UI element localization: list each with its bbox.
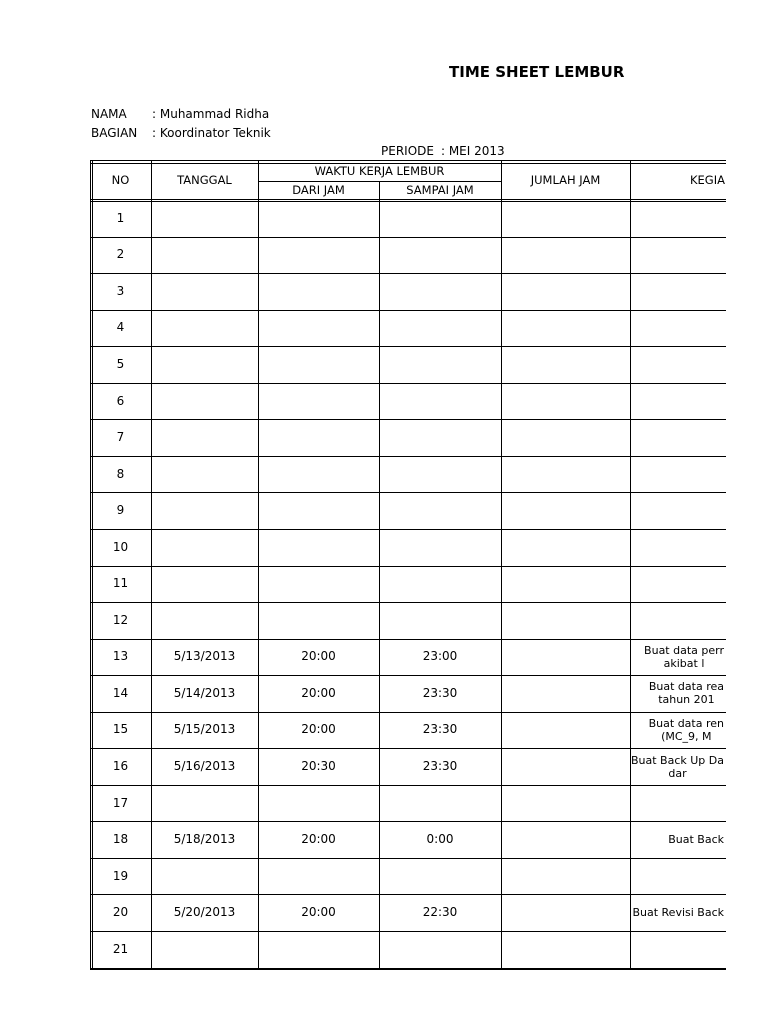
row-kegiatan: Buat Back Up Da dar: [630, 753, 724, 780]
row-dari-jam: 20:00: [301, 905, 336, 920]
row-kegiatan: [630, 529, 726, 566]
row-dari-jam: [258, 200, 379, 237]
row-jumlah-jam: [501, 456, 630, 493]
row-sampai-jam: 22:30: [422, 905, 458, 920]
row-jumlah-jam: [501, 492, 630, 529]
row-number: 9: [116, 503, 125, 518]
row-dari-jam: [258, 310, 379, 347]
row-jumlah-jam: [501, 273, 630, 310]
row-dari-jam: [258, 237, 379, 274]
row-dari-jam: [258, 419, 379, 456]
row-tanggal: [151, 566, 258, 603]
row-kegiatan: Buat data ren (MC_9, M: [648, 716, 724, 743]
row-tanggal: [151, 310, 258, 347]
row-jumlah-jam: [501, 785, 630, 822]
row-sampai-jam: [379, 785, 501, 822]
row-number: 7: [116, 430, 125, 445]
row-tanggal: [151, 200, 258, 237]
row-number: 3: [116, 283, 125, 298]
row-number: 15: [112, 722, 129, 737]
row-dari-jam: [258, 492, 379, 529]
row-number: 18: [112, 832, 129, 847]
row-number: 6: [116, 393, 125, 408]
row-number: 10: [112, 539, 129, 554]
row-jumlah-jam: [501, 858, 630, 895]
row-kegiatan: [630, 566, 726, 603]
row-sampai-jam: 23:30: [422, 685, 458, 700]
row-kegiatan: [630, 419, 726, 456]
row-sampai-jam: [379, 456, 501, 493]
row-number: 12: [112, 612, 129, 627]
row-jumlah-jam: [501, 821, 630, 858]
periode-value: : MEI 2013: [440, 144, 505, 158]
row-tanggal: 5/16/2013: [173, 759, 236, 774]
row-dari-jam: [258, 383, 379, 420]
row-dari-jam: 20:30: [301, 759, 336, 774]
row-tanggal: 5/14/2013: [173, 685, 236, 700]
row-tanggal: [151, 858, 258, 895]
row-number: 5: [116, 356, 125, 371]
row-dari-jam: [258, 456, 379, 493]
row-tanggal: [151, 492, 258, 529]
row-kegiatan: Buat data perr akibat l: [644, 643, 724, 670]
row-jumlah-jam: [501, 237, 630, 274]
row-number: 13: [112, 649, 129, 664]
row-dari-jam: [258, 785, 379, 822]
row-sampai-jam: [379, 602, 501, 639]
row-tanggal: [151, 346, 258, 383]
row-sampai-jam: [379, 383, 501, 420]
row-tanggal: 5/20/2013: [173, 905, 236, 920]
row-dari-jam: 20:00: [301, 649, 336, 664]
header-dari-jam: DARI JAM: [292, 182, 345, 197]
row-sampai-jam: 23:30: [422, 759, 458, 774]
row-number: 8: [116, 466, 125, 481]
row-kegiatan: [630, 785, 726, 822]
row-tanggal: 5/18/2013: [173, 832, 236, 847]
row-jumlah-jam: [501, 602, 630, 639]
row-number: 11: [112, 576, 129, 591]
row-tanggal: [151, 456, 258, 493]
row-kegiatan: [630, 492, 726, 529]
row-jumlah-jam: [501, 200, 630, 237]
row-jumlah-jam: [501, 383, 630, 420]
row-kegiatan: [630, 931, 726, 968]
row-sampai-jam: [379, 273, 501, 310]
row-sampai-jam: [379, 566, 501, 603]
row-jumlah-jam: [501, 310, 630, 347]
row-sampai-jam: [379, 310, 501, 347]
header-sampai-jam: SAMPAI JAM: [406, 182, 474, 197]
row-dari-jam: [258, 566, 379, 603]
row-sampai-jam: 23:00: [422, 649, 458, 664]
row-tanggal: [151, 273, 258, 310]
row-jumlah-jam: [501, 639, 630, 676]
bagian-value: : Koordinator Teknik: [152, 126, 271, 140]
row-jumlah-jam: [501, 894, 630, 931]
row-number: 2: [116, 247, 125, 262]
row-kegiatan: Buat data rea tahun 201: [648, 680, 724, 707]
row-kegiatan: [630, 200, 726, 237]
row-dari-jam: 20:00: [301, 722, 336, 737]
row-kegiatan: [630, 346, 726, 383]
row-kegiatan: [630, 858, 726, 895]
periode-label: PERIODE: [381, 144, 434, 158]
nama-value: : Muhammad Ridha: [152, 107, 270, 121]
row-jumlah-jam: [501, 675, 630, 712]
row-dari-jam: [258, 858, 379, 895]
row-kegiatan: [630, 310, 726, 347]
row-tanggal: [151, 602, 258, 639]
row-sampai-jam: [379, 200, 501, 237]
row-tanggal: 5/15/2013: [173, 722, 236, 737]
row-dari-jam: 20:00: [301, 685, 336, 700]
row-kegiatan: [630, 383, 726, 420]
row-number: 20: [112, 905, 129, 920]
header-kegiatan: KEGIA: [690, 172, 725, 187]
row-sampai-jam: [379, 492, 501, 529]
row-dari-jam: [258, 529, 379, 566]
row-sampai-jam: [379, 858, 501, 895]
row-sampai-jam: [379, 346, 501, 383]
row-sampai-jam: 0:00: [426, 832, 454, 847]
row-number: 14: [112, 685, 129, 700]
row-sampai-jam: [379, 931, 501, 968]
row-number: 21: [112, 941, 129, 956]
row-jumlah-jam: [501, 346, 630, 383]
document-title: TIME SHEET LEMBUR: [449, 63, 625, 81]
header-jumlah-jam: JUMLAH JAM: [530, 172, 601, 187]
row-kegiatan: [630, 456, 726, 493]
row-kegiatan: Buat Back: [668, 833, 724, 847]
row-number: 1: [116, 210, 125, 225]
row-kegiatan: Buat Revisi Back: [632, 906, 724, 920]
row-kegiatan: [630, 273, 726, 310]
row-tanggal: [151, 931, 258, 968]
row-tanggal: [151, 237, 258, 274]
header-waktu-kerja-lembur: WAKTU KERJA LEMBUR: [314, 163, 445, 178]
row-dari-jam: [258, 602, 379, 639]
row-number: 17: [112, 795, 129, 810]
row-kegiatan: [630, 602, 726, 639]
row-tanggal: [151, 785, 258, 822]
row-number: 4: [116, 320, 125, 335]
header-tanggal: TANGGAL: [177, 172, 232, 187]
row-dari-jam: [258, 931, 379, 968]
row-jumlah-jam: [501, 712, 630, 749]
row-jumlah-jam: [501, 931, 630, 968]
row-dari-jam: [258, 346, 379, 383]
row-number: 19: [112, 868, 129, 883]
row-jumlah-jam: [501, 419, 630, 456]
row-tanggal: [151, 419, 258, 456]
row-sampai-jam: [379, 529, 501, 566]
row-tanggal: [151, 383, 258, 420]
row-tanggal: [151, 529, 258, 566]
row-dari-jam: [258, 273, 379, 310]
row-sampai-jam: [379, 419, 501, 456]
row-jumlah-jam: [501, 566, 630, 603]
row-number: 16: [112, 759, 129, 774]
row-tanggal: 5/13/2013: [173, 649, 236, 664]
row-sampai-jam: [379, 237, 501, 274]
row-dari-jam: 20:00: [301, 832, 336, 847]
header-no: NO: [111, 172, 130, 187]
row-jumlah-jam: [501, 529, 630, 566]
row-sampai-jam: 23:30: [422, 722, 458, 737]
row-jumlah-jam: [501, 748, 630, 785]
row-kegiatan: [630, 237, 726, 274]
nama-label: NAMA: [91, 107, 127, 121]
bagian-label: BAGIAN: [91, 126, 138, 140]
